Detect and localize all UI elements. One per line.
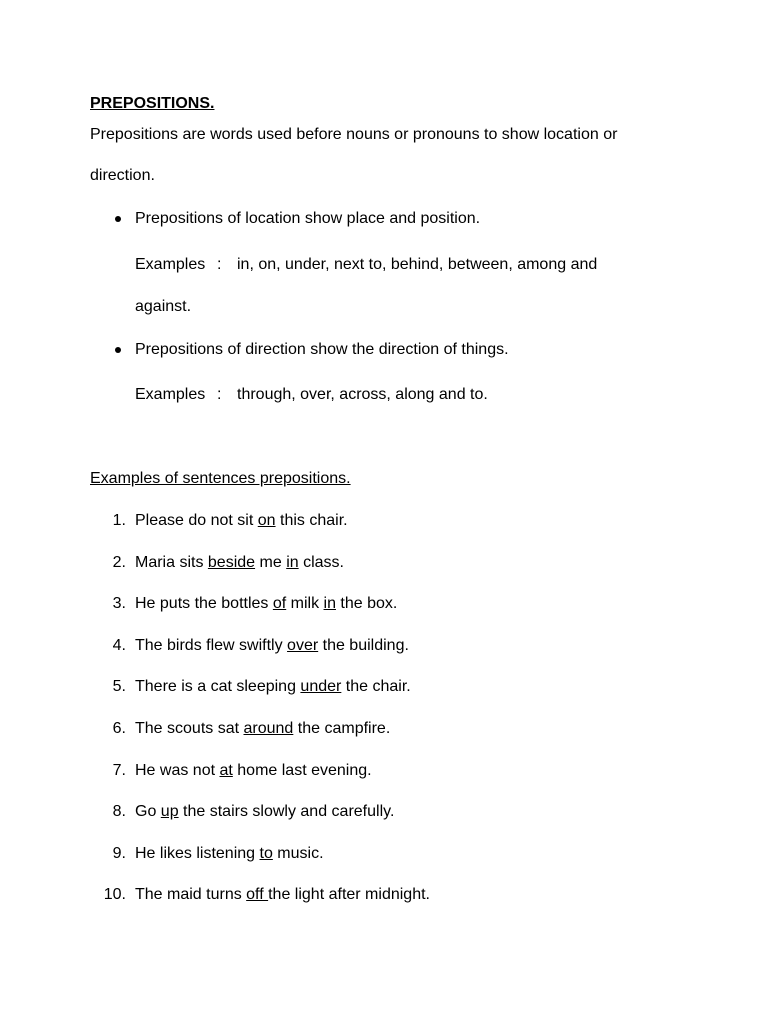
- bullet-direction-text: Prepositions of direction show the direction of things.: [135, 341, 509, 358]
- list-item-number: 2.: [112, 554, 126, 571]
- sentence-text: The scouts sat: [135, 720, 244, 737]
- bullet-direction-examples: [135, 385, 488, 405]
- sentence-text: He likes listening: [135, 845, 260, 862]
- preposition-word: under: [300, 678, 342, 695]
- examples-colon: :: [217, 386, 222, 403]
- sentence-text: There is a cat sleeping: [135, 678, 301, 695]
- list-item: [135, 636, 409, 656]
- list-item: [135, 677, 411, 697]
- sentence-text: the light after midnight.: [268, 886, 430, 903]
- examples-label: Examples: [135, 386, 206, 403]
- sentence-text: Maria sits: [135, 554, 208, 571]
- bullet-location-text: Prepositions of location show place and position.: [135, 210, 481, 227]
- list-item: [135, 511, 348, 531]
- intro-line-1: Prepositions are words used before nouns or pronouns to show location or: [90, 126, 618, 143]
- preposition-word: beside: [207, 554, 256, 571]
- preposition-word: to: [259, 845, 273, 862]
- examples-list: in, on, under, next to, behind, between, among and: [237, 256, 598, 273]
- sentence-text: the box.: [335, 595, 398, 612]
- sentence-text: home last evening.: [232, 762, 372, 779]
- list-item: [135, 802, 394, 822]
- sentence-text: The maid turns: [135, 886, 247, 903]
- list-item: [135, 761, 372, 781]
- sentence-text: Go: [135, 803, 161, 820]
- examples-label: Examples: [135, 256, 206, 273]
- list-item: [135, 844, 324, 864]
- list-item: [135, 719, 390, 739]
- sentence-text: me: [255, 554, 287, 571]
- list-item-number: 10.: [103, 886, 126, 903]
- list-item-number: 3.: [112, 595, 126, 612]
- sentence-text: milk: [286, 595, 324, 612]
- list-item-number: 4.: [112, 637, 126, 654]
- preposition-word: of: [272, 595, 287, 612]
- list-item-number: 7.: [112, 762, 126, 779]
- sentence-text: this chair.: [275, 512, 348, 529]
- preposition-word: in: [323, 595, 336, 612]
- preposition-word: at: [219, 762, 233, 779]
- list-item: [135, 885, 430, 905]
- sentence-text: class.: [298, 554, 344, 571]
- list-item: [135, 594, 397, 614]
- preposition-word: up: [160, 803, 179, 820]
- intro-line-2: direction.: [90, 167, 155, 184]
- sentences-heading: Examples of sentences prepositions.: [90, 470, 351, 487]
- sentence-text: He was not: [135, 762, 220, 779]
- list-item-number: 1.: [112, 512, 126, 529]
- list-item: [135, 553, 344, 573]
- list-item-number: 5.: [112, 678, 126, 695]
- bullet-dot: [115, 347, 121, 353]
- list-item-number: 9.: [112, 845, 126, 862]
- page-title: PREPOSITIONS.: [90, 95, 215, 112]
- examples-colon: :: [217, 256, 222, 273]
- examples-list: through, over, across, along and to.: [237, 386, 488, 403]
- sentence-text: the chair.: [341, 678, 411, 695]
- preposition-word: over: [287, 637, 319, 654]
- sentence-text: music.: [272, 845, 324, 862]
- sentence-text: He puts the bottles: [135, 595, 273, 612]
- sentence-text: the campfire.: [293, 720, 391, 737]
- list-item-number: 6.: [112, 720, 126, 737]
- bullet-location-examples-cont: against.: [135, 298, 192, 315]
- sentence-text: the stairs slowly and carefully.: [178, 803, 395, 820]
- preposition-word: off: [246, 886, 269, 903]
- bullet-location-examples: [135, 255, 597, 275]
- preposition-word: on: [257, 512, 276, 529]
- sentence-text: Please do not sit: [135, 512, 258, 529]
- preposition-word: in: [286, 554, 299, 571]
- list-item-number: 8.: [112, 803, 126, 820]
- sentence-text: the building.: [318, 637, 409, 654]
- preposition-word: around: [243, 720, 294, 737]
- bullet-dot: [115, 216, 121, 222]
- sentence-text: The birds flew swiftly: [135, 637, 288, 654]
